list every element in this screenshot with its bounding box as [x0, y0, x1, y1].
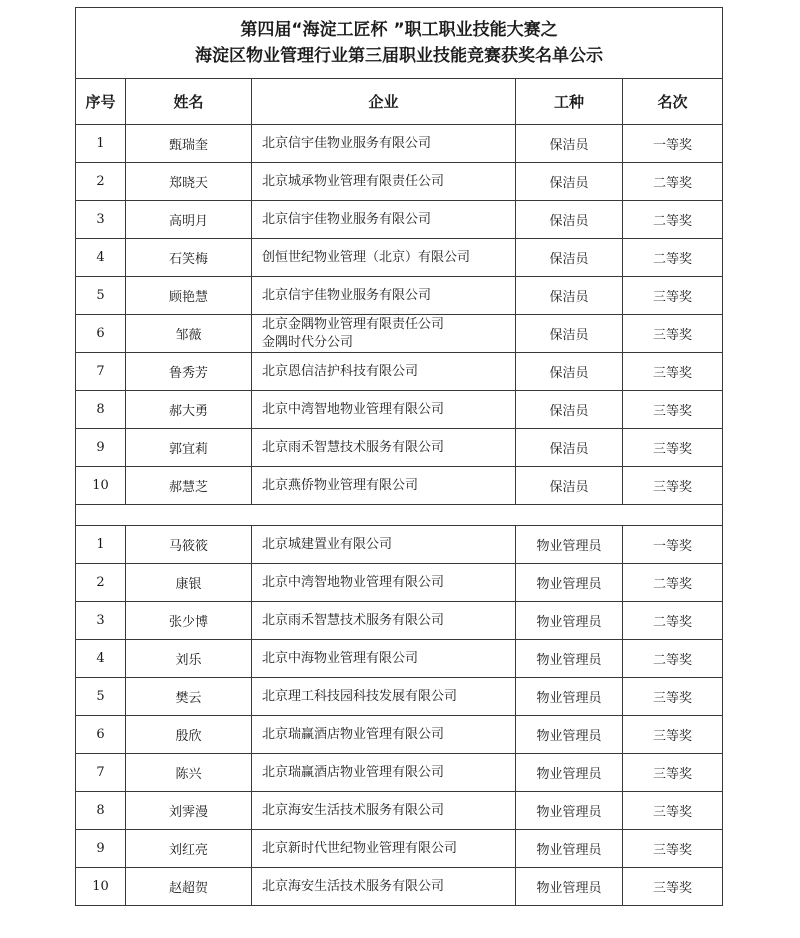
table-row: [76, 868, 723, 906]
company-name: [252, 564, 516, 602]
job-type: 物业管理员: [516, 830, 623, 868]
header-rank: 名次: [623, 79, 723, 125]
company-name: [252, 163, 516, 201]
winner-name: 康银: [126, 564, 252, 602]
job-type: 物业管理员: [516, 678, 623, 716]
company-line: 北京雨禾智慧技术服务有限公司: [262, 439, 445, 455]
company-name: [252, 754, 516, 792]
row-index: 6: [76, 315, 126, 353]
winner-name: 甄瑞奎: [126, 125, 252, 163]
row-index: 7: [76, 353, 126, 391]
award-list-sheet: [75, 7, 722, 906]
company-line: 北京信宇佳物业服务有限公司: [262, 287, 432, 303]
company-line: 北京城建置业有限公司: [262, 536, 393, 552]
row-index: 3: [76, 201, 126, 239]
title-line-2: 海淀区物业管理行业第三届职业技能竞赛获奖名单公示: [195, 46, 603, 66]
row-index: 1: [76, 526, 126, 564]
document-title: [76, 8, 723, 79]
winner-name: 邹薇: [126, 315, 252, 353]
award-rank: 三等奖: [623, 868, 723, 906]
job-type: 物业管理员: [516, 602, 623, 640]
table-row: [76, 201, 723, 239]
winner-name: 赵超贺: [126, 868, 252, 906]
winner-name: 顾艳慧: [126, 277, 252, 315]
award-rank: 三等奖: [623, 467, 723, 505]
award-rank: 二等奖: [623, 564, 723, 602]
table-row: [76, 716, 723, 754]
company-name: [252, 315, 516, 353]
company-name: [252, 830, 516, 868]
company-name: [252, 429, 516, 467]
table-row: [76, 467, 723, 505]
company-line: 北京中海物业管理有限公司: [262, 650, 419, 666]
award-rank: 三等奖: [623, 716, 723, 754]
award-rank: 二等奖: [623, 602, 723, 640]
job-type: 保洁员: [516, 353, 623, 391]
company-name: [252, 467, 516, 505]
job-type: 保洁员: [516, 315, 623, 353]
header-company: 企业: [252, 79, 516, 125]
winner-name: 郑晓天: [126, 163, 252, 201]
table-row: [76, 792, 723, 830]
row-index: 4: [76, 239, 126, 277]
company-line: 北京中湾智地物业管理有限公司: [262, 401, 445, 417]
company-name: [252, 353, 516, 391]
winner-name: 刘红亮: [126, 830, 252, 868]
group-separator-row: [76, 505, 723, 526]
header-row: [76, 79, 723, 125]
winner-name: 陈兴: [126, 754, 252, 792]
job-type: 物业管理员: [516, 754, 623, 792]
table-row: [76, 640, 723, 678]
company-line: 北京理工科技园科技发展有限公司: [262, 688, 458, 704]
award-rank: 二等奖: [623, 239, 723, 277]
company-name: [252, 640, 516, 678]
company-name: [252, 239, 516, 277]
company-name: [252, 125, 516, 163]
job-type: 物业管理员: [516, 564, 623, 602]
company-line: 北京海安生活技术服务有限公司: [262, 802, 445, 818]
job-type: 保洁员: [516, 239, 623, 277]
company-line: 北京雨禾智慧技术服务有限公司: [262, 612, 445, 628]
award-rank: 三等奖: [623, 429, 723, 467]
award-rank: 三等奖: [623, 754, 723, 792]
row-index: 2: [76, 564, 126, 602]
company-line: 北京中湾智地物业管理有限公司: [262, 574, 445, 590]
row-index: 1: [76, 125, 126, 163]
winner-name: 马筱筱: [126, 526, 252, 564]
row-index: 10: [76, 868, 126, 906]
table-row: [76, 830, 723, 868]
row-index: 4: [76, 640, 126, 678]
table-row: [76, 125, 723, 163]
company-line: 北京新时代世纪物业管理有限公司: [262, 840, 458, 856]
header-index: 序号: [76, 79, 126, 125]
winner-name: 郭宜莉: [126, 429, 252, 467]
company-name: [252, 391, 516, 429]
award-rank: 一等奖: [623, 526, 723, 564]
job-type: 保洁员: [516, 467, 623, 505]
award-rank: 二等奖: [623, 640, 723, 678]
company-name: [252, 868, 516, 906]
job-type: 保洁员: [516, 277, 623, 315]
winner-name: 郝大勇: [126, 391, 252, 429]
row-index: 7: [76, 754, 126, 792]
job-type: 物业管理员: [516, 716, 623, 754]
award-rank: 三等奖: [623, 830, 723, 868]
table-row: [76, 429, 723, 467]
header-name: 姓名: [126, 79, 252, 125]
table-row: [76, 163, 723, 201]
table-row: [76, 754, 723, 792]
table-row: [76, 602, 723, 640]
title-line-1: 第四届“海淀工匠杯 ”职工职业技能大赛之: [240, 20, 558, 40]
job-type: 物业管理员: [516, 792, 623, 830]
winner-name: 郝慧芝: [126, 467, 252, 505]
winner-name: 殷欣: [126, 716, 252, 754]
company-name: [252, 678, 516, 716]
company-name: [252, 526, 516, 564]
company-line: 金隅时代分公司: [262, 334, 354, 350]
award-rank: 三等奖: [623, 391, 723, 429]
company-line: 北京燕侨物业管理有限公司: [262, 477, 419, 493]
job-type: 物业管理员: [516, 640, 623, 678]
table-row: [76, 391, 723, 429]
company-line: 北京恩信洁护科技有限公司: [262, 363, 419, 379]
row-index: 3: [76, 602, 126, 640]
row-index: 5: [76, 678, 126, 716]
winner-name: 刘霁漫: [126, 792, 252, 830]
award-rank: 三等奖: [623, 353, 723, 391]
row-index: 10: [76, 467, 126, 505]
award-rank: 一等奖: [623, 125, 723, 163]
job-type: 保洁员: [516, 125, 623, 163]
job-type: 保洁员: [516, 429, 623, 467]
company-line: 北京信宇佳物业服务有限公司: [262, 211, 432, 227]
table-row: [76, 564, 723, 602]
title-row: [76, 8, 723, 79]
job-type: 物业管理员: [516, 868, 623, 906]
job-type: 物业管理员: [516, 526, 623, 564]
company-line: 北京城承物业管理有限责任公司: [262, 173, 445, 189]
winner-name: 石笑梅: [126, 239, 252, 277]
company-name: [252, 792, 516, 830]
job-type: 保洁员: [516, 391, 623, 429]
row-index: 8: [76, 792, 126, 830]
winner-name: 张少博: [126, 602, 252, 640]
job-type: 保洁员: [516, 163, 623, 201]
company-name: [252, 602, 516, 640]
company-line: 北京海安生活技术服务有限公司: [262, 878, 445, 894]
row-index: 8: [76, 391, 126, 429]
company-line: 北京信宇佳物业服务有限公司: [262, 135, 432, 151]
winner-name: 樊云: [126, 678, 252, 716]
table-row: [76, 239, 723, 277]
winner-name: 刘乐: [126, 640, 252, 678]
company-line: 北京瑞赢酒店物业管理有限公司: [262, 726, 445, 742]
row-index: 2: [76, 163, 126, 201]
company-name: [252, 201, 516, 239]
company-line: 北京瑞赢酒店物业管理有限公司: [262, 764, 445, 780]
row-index: 9: [76, 429, 126, 467]
company-line: 创恒世纪物业管理（北京）有限公司: [262, 249, 471, 265]
header-job: 工种: [516, 79, 623, 125]
row-index: 9: [76, 830, 126, 868]
award-table: [75, 7, 723, 906]
table-row: [76, 678, 723, 716]
company-name: [252, 277, 516, 315]
company-line: 北京金隅物业管理有限责任公司: [262, 316, 445, 332]
row-index: 5: [76, 277, 126, 315]
award-rank: 二等奖: [623, 163, 723, 201]
table-row: [76, 526, 723, 564]
row-index: 6: [76, 716, 126, 754]
job-type: 保洁员: [516, 201, 623, 239]
award-rank: 三等奖: [623, 277, 723, 315]
company-name: [252, 716, 516, 754]
award-rank: 三等奖: [623, 792, 723, 830]
winner-name: 高明月: [126, 201, 252, 239]
group-separator: [76, 505, 723, 526]
table-row: [76, 315, 723, 353]
award-rank: 二等奖: [623, 201, 723, 239]
award-rank: 三等奖: [623, 678, 723, 716]
table-row: [76, 277, 723, 315]
award-rank: 三等奖: [623, 315, 723, 353]
winner-name: 鲁秀芳: [126, 353, 252, 391]
table-row: [76, 353, 723, 391]
